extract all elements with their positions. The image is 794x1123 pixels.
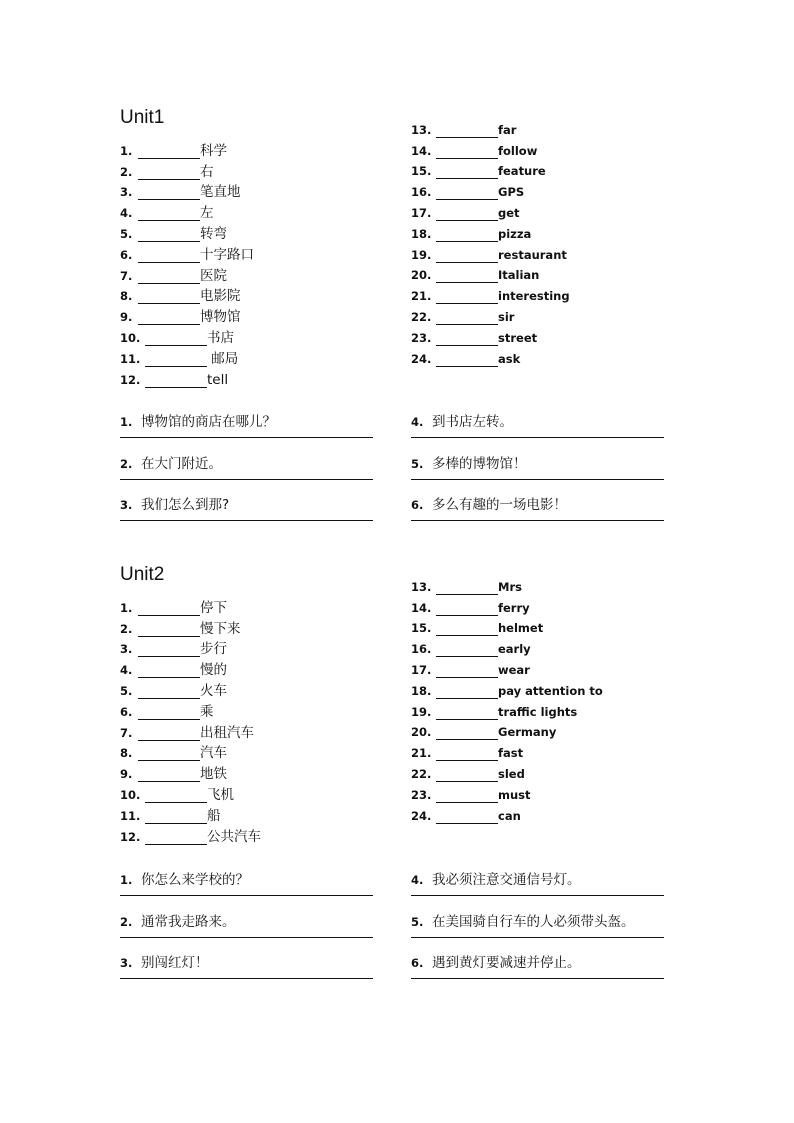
sentence-prompt <box>120 410 276 430</box>
sentence-prompt <box>411 452 527 472</box>
vocab-item <box>411 782 603 803</box>
translation-item <box>120 951 373 993</box>
sentence-prompt <box>120 493 229 513</box>
vocab-item <box>120 242 254 263</box>
vocab-word: traffic lights <box>498 704 578 719</box>
vocab-word: 书店 <box>207 329 234 346</box>
item-number: 15. <box>411 164 432 179</box>
item-number: 20. <box>411 268 432 283</box>
answer-blank[interactable] <box>138 311 200 325</box>
item-number: 21. <box>411 746 432 761</box>
vocab-word: 地铁 <box>200 766 227 783</box>
translation-item <box>120 868 373 910</box>
answer-blank[interactable] <box>145 353 207 367</box>
item-number: 22. <box>411 309 432 324</box>
vocab-item <box>120 159 254 180</box>
item-number: 6. <box>411 956 424 970</box>
item-number: 3. <box>120 642 133 657</box>
sentence-prompt <box>411 910 635 930</box>
answer-blank[interactable] <box>138 602 200 616</box>
sentence-text: 我必须注意交通信号灯。 <box>432 872 581 888</box>
vocab-item <box>120 284 254 305</box>
answer-blank[interactable] <box>138 643 200 657</box>
answer-line[interactable] <box>120 978 373 979</box>
vocab-word: 汽车 <box>200 745 227 762</box>
item-number: 5. <box>120 683 133 698</box>
vocab-item <box>411 616 603 637</box>
item-number: 13. <box>411 122 432 137</box>
answer-blank[interactable] <box>138 270 200 284</box>
item-number: 6. <box>120 247 133 262</box>
vocab-word: 左 <box>200 205 214 222</box>
vocab-word: 十字路口 <box>200 246 254 263</box>
vocab-word: Germany <box>498 725 557 740</box>
vocab-word: 医院 <box>200 267 227 284</box>
item-number: 23. <box>411 330 432 345</box>
vocab-word: 电影院 <box>200 288 241 305</box>
vocab-word: 火车 <box>200 682 227 699</box>
vocab-word: 慢下来 <box>200 620 241 637</box>
answer-blank[interactable] <box>436 145 498 159</box>
vocab-item <box>411 221 570 242</box>
sentence-prompt <box>411 951 581 971</box>
vocab-item <box>120 824 261 845</box>
vocab-word: pizza <box>498 226 532 241</box>
vocab-item <box>120 720 261 741</box>
vocab-item <box>411 595 603 616</box>
vocab-list-right <box>411 574 603 824</box>
item-number: 12. <box>120 372 141 387</box>
answer-blank[interactable] <box>138 166 200 180</box>
answer-blank[interactable] <box>145 789 207 803</box>
vocab-item <box>411 138 570 159</box>
item-number: 18. <box>411 683 432 698</box>
vocab-item <box>411 699 603 720</box>
answer-blank[interactable] <box>436 124 498 138</box>
answer-blank[interactable] <box>436 332 498 346</box>
vocab-item <box>120 367 254 388</box>
answer-line[interactable] <box>120 520 373 521</box>
vocab-word: sir <box>498 309 515 324</box>
item-number: 4. <box>411 873 424 887</box>
answer-blank[interactable] <box>138 768 200 782</box>
item-number: 14. <box>411 143 432 158</box>
item-number: 2. <box>120 621 133 636</box>
item-number: 2. <box>120 164 133 179</box>
vocab-word: far <box>498 122 517 137</box>
answer-blank[interactable] <box>436 768 498 782</box>
item-number: 1. <box>120 143 133 158</box>
vocab-list-left <box>120 595 261 845</box>
item-number: 14. <box>411 600 432 615</box>
item-number: 24. <box>411 808 432 823</box>
sentence-text: 博物馆的商店在哪儿？ <box>141 414 276 430</box>
vocab-item <box>120 782 261 803</box>
vocab-item <box>411 283 570 304</box>
vocab-list-right <box>411 117 570 367</box>
answer-line[interactable] <box>411 437 664 438</box>
answer-blank[interactable] <box>138 249 200 263</box>
item-number: 4. <box>411 415 424 429</box>
unit-title: Unit1 <box>120 107 165 128</box>
vocab-item <box>120 304 254 325</box>
answer-blank[interactable] <box>436 269 498 283</box>
answer-blank[interactable] <box>436 165 498 179</box>
item-number: 5. <box>120 226 133 241</box>
answer-blank[interactable] <box>145 810 207 824</box>
item-number: 11. <box>120 351 141 366</box>
vocab-word: feature <box>498 164 546 179</box>
answer-blank[interactable] <box>138 727 200 741</box>
item-number: 20. <box>411 725 432 740</box>
answer-blank[interactable] <box>138 747 200 761</box>
vocab-item <box>411 179 570 200</box>
vocab-word: 飞机 <box>207 786 234 803</box>
answer-blank[interactable] <box>138 706 200 720</box>
answer-blank[interactable] <box>138 623 200 637</box>
item-number: 16. <box>411 642 432 657</box>
sentence-prompt <box>411 868 581 888</box>
answer-blank[interactable] <box>145 374 207 388</box>
translation-item <box>120 493 373 535</box>
item-number: 19. <box>411 247 432 262</box>
answer-blank[interactable] <box>436 706 498 720</box>
sentence-text: 多棒的博物馆！ <box>432 455 527 472</box>
item-number: 8. <box>120 289 133 304</box>
vocab-item <box>411 761 603 782</box>
vocab-item <box>120 761 261 782</box>
vocab-item <box>120 595 261 616</box>
sentence-text: 在美国骑自行车的人必须带头盔。 <box>432 913 635 930</box>
sentence-list-right <box>411 410 664 535</box>
answer-blank[interactable] <box>138 186 200 200</box>
vocab-word: 科学 <box>200 142 227 159</box>
answer-line[interactable] <box>411 520 664 521</box>
translation-item <box>411 410 664 452</box>
answer-blank[interactable] <box>436 789 498 803</box>
vocab-word: 右 <box>200 163 214 180</box>
item-number: 23. <box>411 787 432 802</box>
vocab-item <box>120 803 261 824</box>
vocab-item <box>120 616 261 637</box>
vocab-item <box>411 117 570 138</box>
vocab-word: sled <box>498 766 525 781</box>
vocab-item <box>411 678 603 699</box>
item-number: 7. <box>120 268 133 283</box>
vocab-word: tell <box>207 371 229 388</box>
vocab-word: 慢的 <box>200 662 227 679</box>
vocab-item <box>120 741 261 762</box>
answer-blank[interactable] <box>436 643 498 657</box>
vocab-word: 步行 <box>200 641 227 658</box>
item-number: 19. <box>411 704 432 719</box>
sentence-text: 别闯红灯！ <box>141 955 209 971</box>
vocab-word: street <box>498 330 538 345</box>
vocab-word: 出租汽车 <box>200 724 254 741</box>
translation-item <box>120 910 373 952</box>
sentence-text: 你怎么来学校的？ <box>141 872 249 888</box>
translation-item <box>411 452 664 494</box>
sentence-list-left <box>120 868 373 993</box>
item-number: 10. <box>120 787 141 802</box>
item-number: 2. <box>120 914 133 929</box>
item-number: 3. <box>120 185 133 200</box>
answer-blank[interactable] <box>436 685 498 699</box>
sentence-text: 在大门附近。 <box>141 455 222 472</box>
vocab-word: get <box>498 205 520 220</box>
unit-title: Unit2 <box>120 564 165 585</box>
vocab-word: ferry <box>498 600 530 615</box>
vocab-word: restaurant <box>498 247 567 262</box>
item-number: 8. <box>120 746 133 761</box>
item-number: 6. <box>120 704 133 719</box>
sentence-prompt <box>120 951 209 971</box>
answer-line[interactable] <box>411 937 664 938</box>
sentence-text: 多么有趣的一场电影！ <box>432 497 567 513</box>
vocab-word: wear <box>498 662 530 677</box>
vocab-list-left <box>120 138 254 388</box>
answer-line[interactable] <box>411 895 664 896</box>
sentence-text: 遇到黄灯要减速并停止。 <box>432 955 581 971</box>
vocab-item <box>411 325 570 346</box>
answer-line[interactable] <box>411 978 664 979</box>
vocab-word: helmet <box>498 621 544 636</box>
sentence-list-right <box>411 868 664 993</box>
sentence-prompt <box>411 410 513 430</box>
answer-blank[interactable] <box>436 186 498 200</box>
sentence-text: 我们怎么到那? <box>141 497 230 513</box>
answer-blank[interactable] <box>138 228 200 242</box>
sentence-prompt <box>120 868 249 888</box>
item-number: 4. <box>120 663 133 678</box>
vocab-item <box>120 263 254 284</box>
item-number: 24. <box>411 351 432 366</box>
translation-item <box>411 951 664 993</box>
answer-line[interactable] <box>411 479 664 480</box>
answer-blank[interactable] <box>436 664 498 678</box>
item-number: 16. <box>411 185 432 200</box>
vocab-word: 笔直地 <box>200 184 241 201</box>
answer-blank[interactable] <box>138 145 200 159</box>
sentence-text: 到书店左转。 <box>432 414 513 430</box>
vocab-item <box>411 720 603 741</box>
vocab-word: 船 <box>207 807 221 824</box>
vocab-word: Mrs <box>498 579 522 594</box>
translation-item <box>411 910 664 952</box>
item-number: 10. <box>120 330 141 345</box>
vocab-word: 乘 <box>200 703 214 720</box>
item-number: 1. <box>120 415 133 429</box>
answer-blank[interactable] <box>436 602 498 616</box>
vocab-item <box>120 699 261 720</box>
vocab-word: GPS <box>498 185 525 200</box>
answer-blank[interactable] <box>145 831 207 845</box>
answer-blank[interactable] <box>436 747 498 761</box>
answer-blank[interactable] <box>436 726 498 740</box>
item-number: 6. <box>411 498 424 512</box>
answer-blank[interactable] <box>436 207 498 221</box>
answer-blank[interactable] <box>145 332 207 346</box>
vocab-word: 邮局 <box>207 350 239 367</box>
sentence-list-left <box>120 410 373 535</box>
vocab-item <box>120 200 254 221</box>
item-number: 17. <box>411 205 432 220</box>
sentence-text: 通常我走路来。 <box>141 913 236 930</box>
answer-blank[interactable] <box>436 622 498 636</box>
translation-item <box>120 410 373 452</box>
item-number: 9. <box>120 310 133 325</box>
vocab-word: must <box>498 787 531 802</box>
item-number: 11. <box>120 808 141 823</box>
vocab-item <box>120 138 254 159</box>
vocab-item <box>120 325 254 346</box>
vocab-item <box>411 346 570 367</box>
vocab-word: Italian <box>498 268 540 283</box>
item-number: 3. <box>120 498 133 512</box>
vocab-item <box>120 657 261 678</box>
vocab-item <box>411 242 570 263</box>
item-number: 5. <box>411 456 424 471</box>
vocab-item <box>411 803 603 824</box>
vocab-item <box>120 346 254 367</box>
item-number: 2. <box>120 456 133 471</box>
item-number: 17. <box>411 662 432 677</box>
answer-blank[interactable] <box>138 290 200 304</box>
answer-blank[interactable] <box>436 290 498 304</box>
vocab-item <box>411 159 570 180</box>
sentence-prompt <box>120 452 222 472</box>
item-number: 22. <box>411 766 432 781</box>
answer-blank[interactable] <box>138 664 200 678</box>
translation-item <box>411 493 664 535</box>
vocab-item <box>120 678 261 699</box>
vocab-word: 公共汽车 <box>207 828 261 845</box>
answer-blank[interactable] <box>436 810 498 824</box>
vocab-item <box>411 636 603 657</box>
sentence-prompt <box>120 910 236 930</box>
vocab-item <box>411 200 570 221</box>
vocab-word: ask <box>498 351 521 366</box>
vocab-word: 停下 <box>200 599 227 616</box>
vocab-word: pay attention to <box>498 683 603 698</box>
answer-line[interactable] <box>120 479 373 480</box>
item-number: 1. <box>120 600 133 615</box>
vocab-word: 博物馆 <box>200 309 241 326</box>
answer-blank[interactable] <box>436 353 498 367</box>
answer-blank[interactable] <box>138 207 200 221</box>
item-number: 21. <box>411 289 432 304</box>
item-number: 9. <box>120 767 133 782</box>
answer-blank[interactable] <box>436 249 498 263</box>
answer-line[interactable] <box>120 937 373 938</box>
vocab-word: interesting <box>498 289 570 304</box>
sentence-prompt <box>411 493 567 513</box>
answer-line[interactable] <box>120 437 373 438</box>
vocab-item <box>411 263 570 284</box>
vocab-item <box>411 657 603 678</box>
item-number: 5. <box>411 914 424 929</box>
answer-blank[interactable] <box>138 685 200 699</box>
vocab-item <box>120 221 254 242</box>
vocab-item <box>411 740 603 761</box>
translation-item <box>411 868 664 910</box>
item-number: 15. <box>411 621 432 636</box>
answer-blank[interactable] <box>436 311 498 325</box>
item-number: 18. <box>411 226 432 241</box>
item-number: 4. <box>120 206 133 221</box>
vocab-item <box>411 304 570 325</box>
vocab-word: can <box>498 808 521 823</box>
vocab-item <box>411 574 603 595</box>
vocab-item <box>120 180 254 201</box>
vocab-item <box>120 637 261 658</box>
answer-blank[interactable] <box>436 581 498 595</box>
vocab-word: fast <box>498 746 524 761</box>
vocab-word: 转弯 <box>200 225 227 242</box>
item-number: 3. <box>120 956 133 970</box>
translation-item <box>120 452 373 494</box>
answer-line[interactable] <box>120 895 373 896</box>
vocab-word: follow <box>498 143 538 158</box>
item-number: 13. <box>411 579 432 594</box>
item-number: 1. <box>120 873 133 887</box>
answer-blank[interactable] <box>436 228 498 242</box>
item-number: 12. <box>120 829 141 844</box>
vocab-word: early <box>498 642 531 657</box>
item-number: 7. <box>120 725 133 740</box>
